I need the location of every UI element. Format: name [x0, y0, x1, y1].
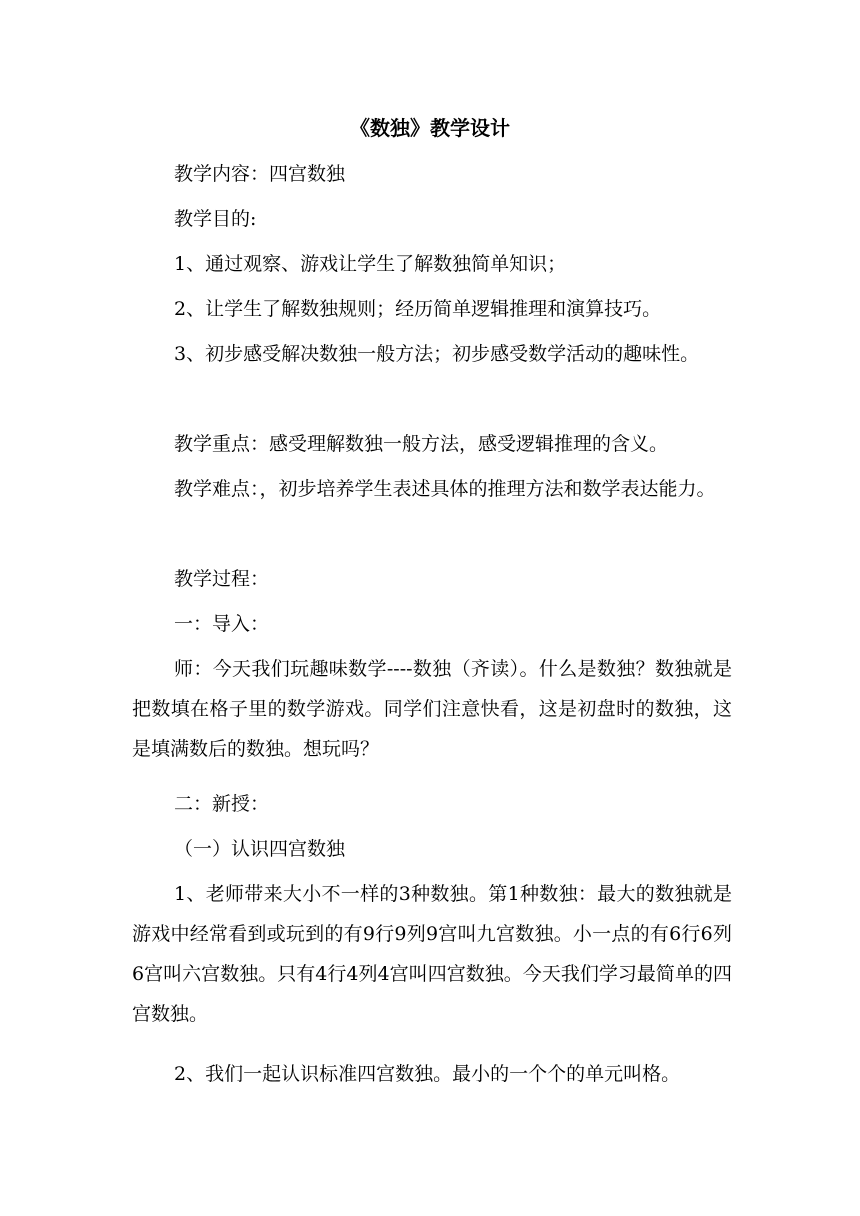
paragraph-subsection-1: （一）认识四宫数独 — [174, 838, 346, 860]
paragraph-objectives-heading: 教学目的: — [174, 208, 257, 230]
paragraph-sudoku-types: 1、老师带来大小不一样的3种数独。第1种数独：最大的数独就是游戏中经常看到或玩到的有9行9列9宫叫九宫数独。小一点的有6行6列6宫叫六宫数独。只有4行4列4宫叫四宫数独。今天我们学习最简单的四宫数独。 — [132, 883, 732, 1025]
paragraph-teacher-intro: 师：今天我们玩趣味数学----数独（齐读）。什么是数独？数独就是把数填在格子里的数学游戏。同学们注意快看，这是初盘时的数独，这是填满数后的数独。想玩吗？ — [132, 658, 732, 760]
paragraph-key-point: 教学重点：感受理解数独一般方法，感受逻辑推理的含义。 — [174, 433, 669, 455]
paragraph-standard-sudoku: 2、我们一起认识标准四宫数独。最小的一个个的单元叫格。 — [174, 1063, 681, 1085]
paragraph-objective-3: 3、初步感受解决数独一般方法；初步感受数学活动的趣味性。 — [174, 343, 700, 365]
document-title: 《数独》教学设计 — [350, 116, 510, 140]
paragraph-content: 教学内容：四宫数独 — [174, 163, 346, 185]
paragraph-section-new: 二：新授： — [174, 793, 270, 815]
paragraph-objective-1: 1、通过观察、游戏让学生了解数独简单知识； — [174, 253, 567, 275]
paragraph-process-heading: 教学过程： — [174, 568, 270, 590]
paragraph-section-intro: 一：导入： — [174, 613, 270, 635]
paragraph-objective-2: 2、让学生了解数独规则；经历简单逻辑推理和演算技巧。 — [174, 298, 662, 320]
paragraph-difficulty: 教学难点：，初步培养学生表述具体的推理方法和数学表达能力。 — [174, 478, 716, 500]
